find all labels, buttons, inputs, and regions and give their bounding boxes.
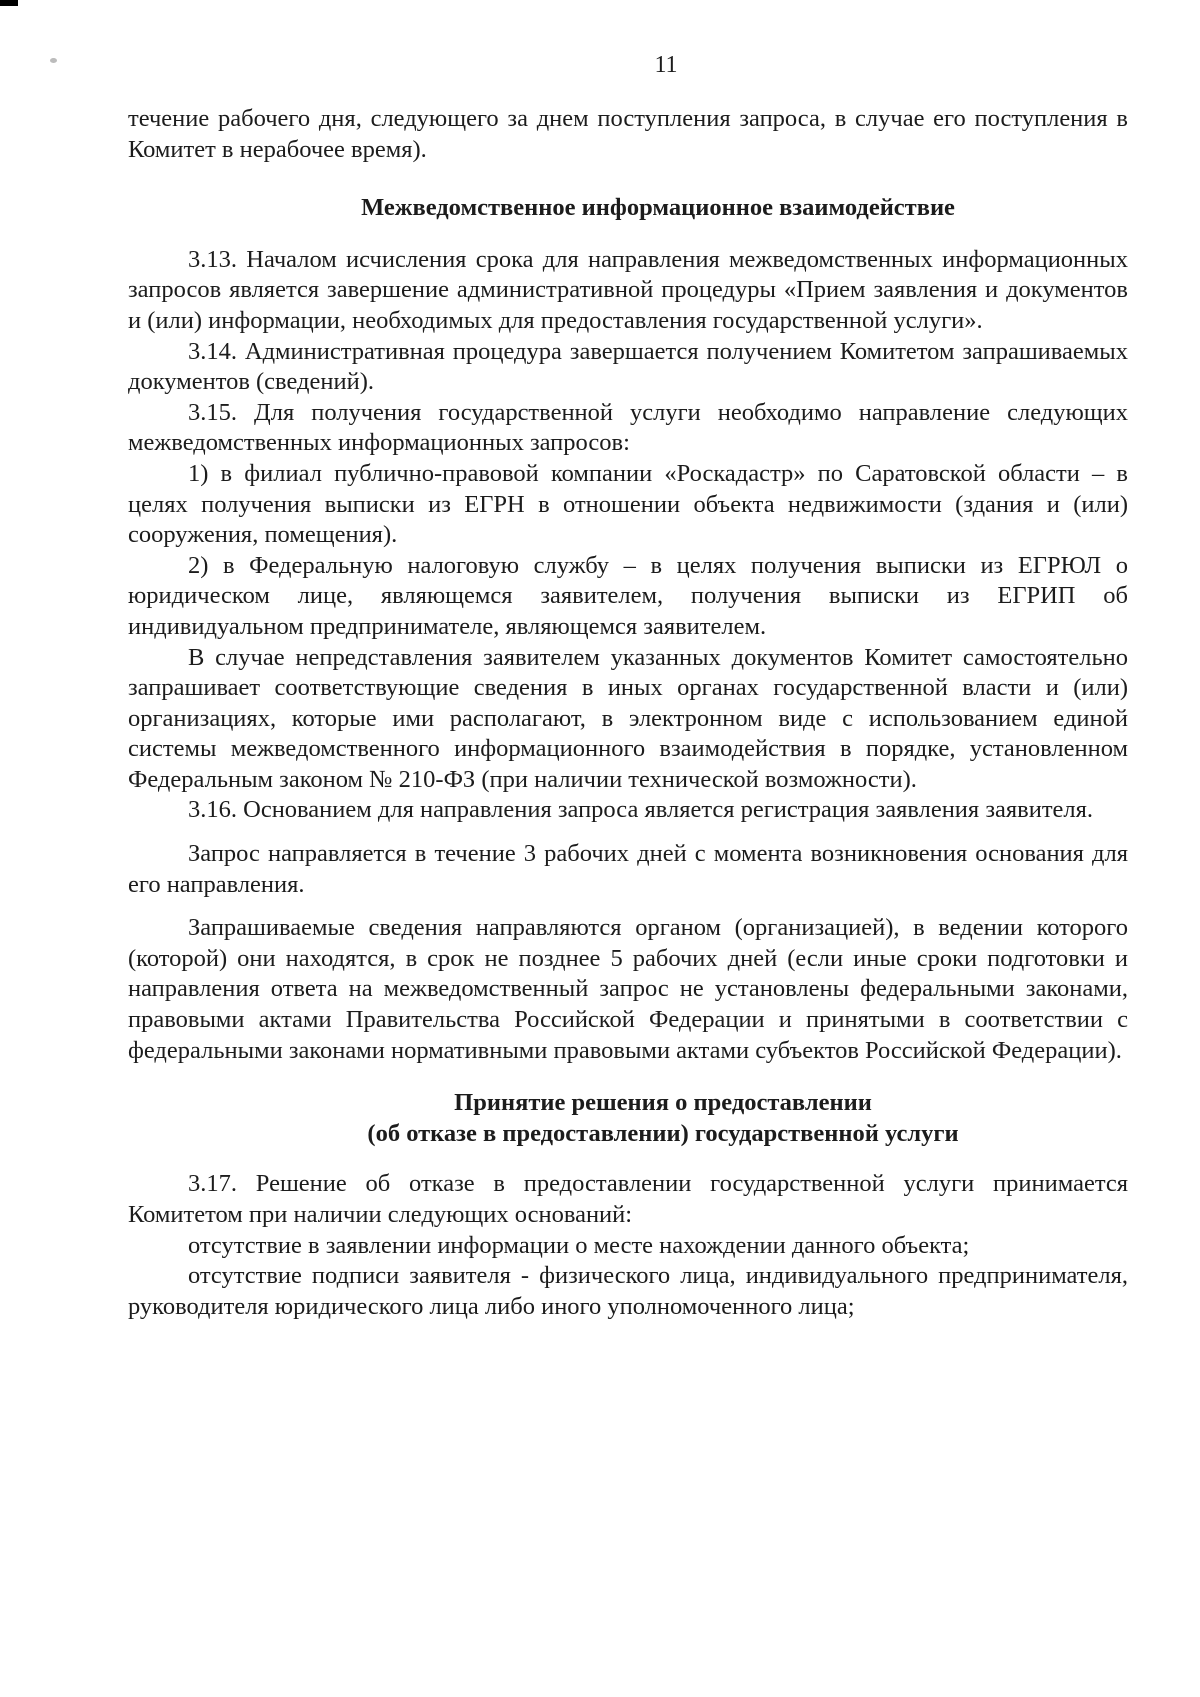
refusal-reason-1: отсутствие в заявлении информации о месте нахождении данного объекта; [188, 1231, 970, 1259]
section-heading-interagency: Межведомственное информационное взаимодействие [361, 194, 955, 222]
paragraph-request-timing: Запрос направляется в течение 3 рабочих дней с момента возникновения основания для его направления. [128, 840, 1128, 898]
scan-edge-mark [0, 0, 18, 6]
document-body [128, 104, 1128, 1322]
list-item-1: 1) в филиал публично-правовой компании «Роскадастр» по Саратовской области – в целях получения выписки из ЕГРН в отношении объекта недвижимости (здания и (или) сооружения, помещения). [128, 459, 1128, 549]
section-heading-decision-line2: (об отказе в предоставлении) государственной услуги [367, 1119, 959, 1147]
paragraph-case: В случае непредставления заявителем указанных документов Комитет самостоятельно запрашивает соответствующие сведения в иных органах государственной власти и (или) организациях, которые ими располагают, в электронном виде с использованием единой системы межведомственного информационного взаимодействия в порядке, установленном Федеральным законом № 210-ФЗ (при наличии технической возможности). [128, 643, 1128, 793]
refusal-reason-2: отсутствие подписи заявителя - физического лица, индивидуального предпринимателя, руководителя юридического лица либо иного уполномоченного лица; [128, 1262, 1128, 1320]
paragraph-3-13: 3.13. Началом исчисления срока для направления межведомственных информационных запросов является завершение административной процедуры «Прием заявления и документов и (или) информации, необходимых для предоставления государственной услуги». [128, 245, 1128, 334]
section-heading-decision-line1: Принятие решения о предоставлении [454, 1089, 872, 1117]
paragraph-3-14: 3.14. Административная процедура завершается получением Комитетом запрашиваемых документов (сведений). [128, 337, 1128, 396]
paragraph-3-16: 3.16. Основанием для направления запроса является регистрация заявления заявителя. [188, 796, 1094, 824]
paragraph-3-17: 3.17. Решение об отказе в предоставлении государственной услуги принимается Комитетом при наличии следующих оснований: [128, 1170, 1128, 1228]
page-number: 11 [654, 52, 678, 78]
paragraph-continuation: течение рабочего дня, следующего за днем поступления запроса, в случае его поступления в Комитет в нерабочее время). [128, 105, 1128, 163]
paragraph-3-15: 3.15. Для получения государственной услуги необходимо направление следующих межведомственных информационных запросов: [128, 398, 1128, 457]
list-item-2: 2) в Федеральную налоговую службу – в целях получения выписки из ЕГРЮЛ о юридическом лице, являющемся заявителем, получения выписки из ЕГРИП об индивидуальном предпринимателе, являющемся заявителем. [128, 551, 1128, 640]
paragraph-requested-info: Запрашиваемые сведения направляются органом (организацией), в ведении которого (которой) они находятся, в срок не позднее 5 рабочих дней (если иные сроки подготовки и направления ответа на межведомственный запрос не установлены федеральными законами, правовыми актами Правительства Российской Федерации и принятыми в соответствии с федеральными законами нормативными правовыми актами субъектов Российской Федерации). [128, 914, 1128, 1064]
section-heading-decision [128, 1088, 1128, 1149]
